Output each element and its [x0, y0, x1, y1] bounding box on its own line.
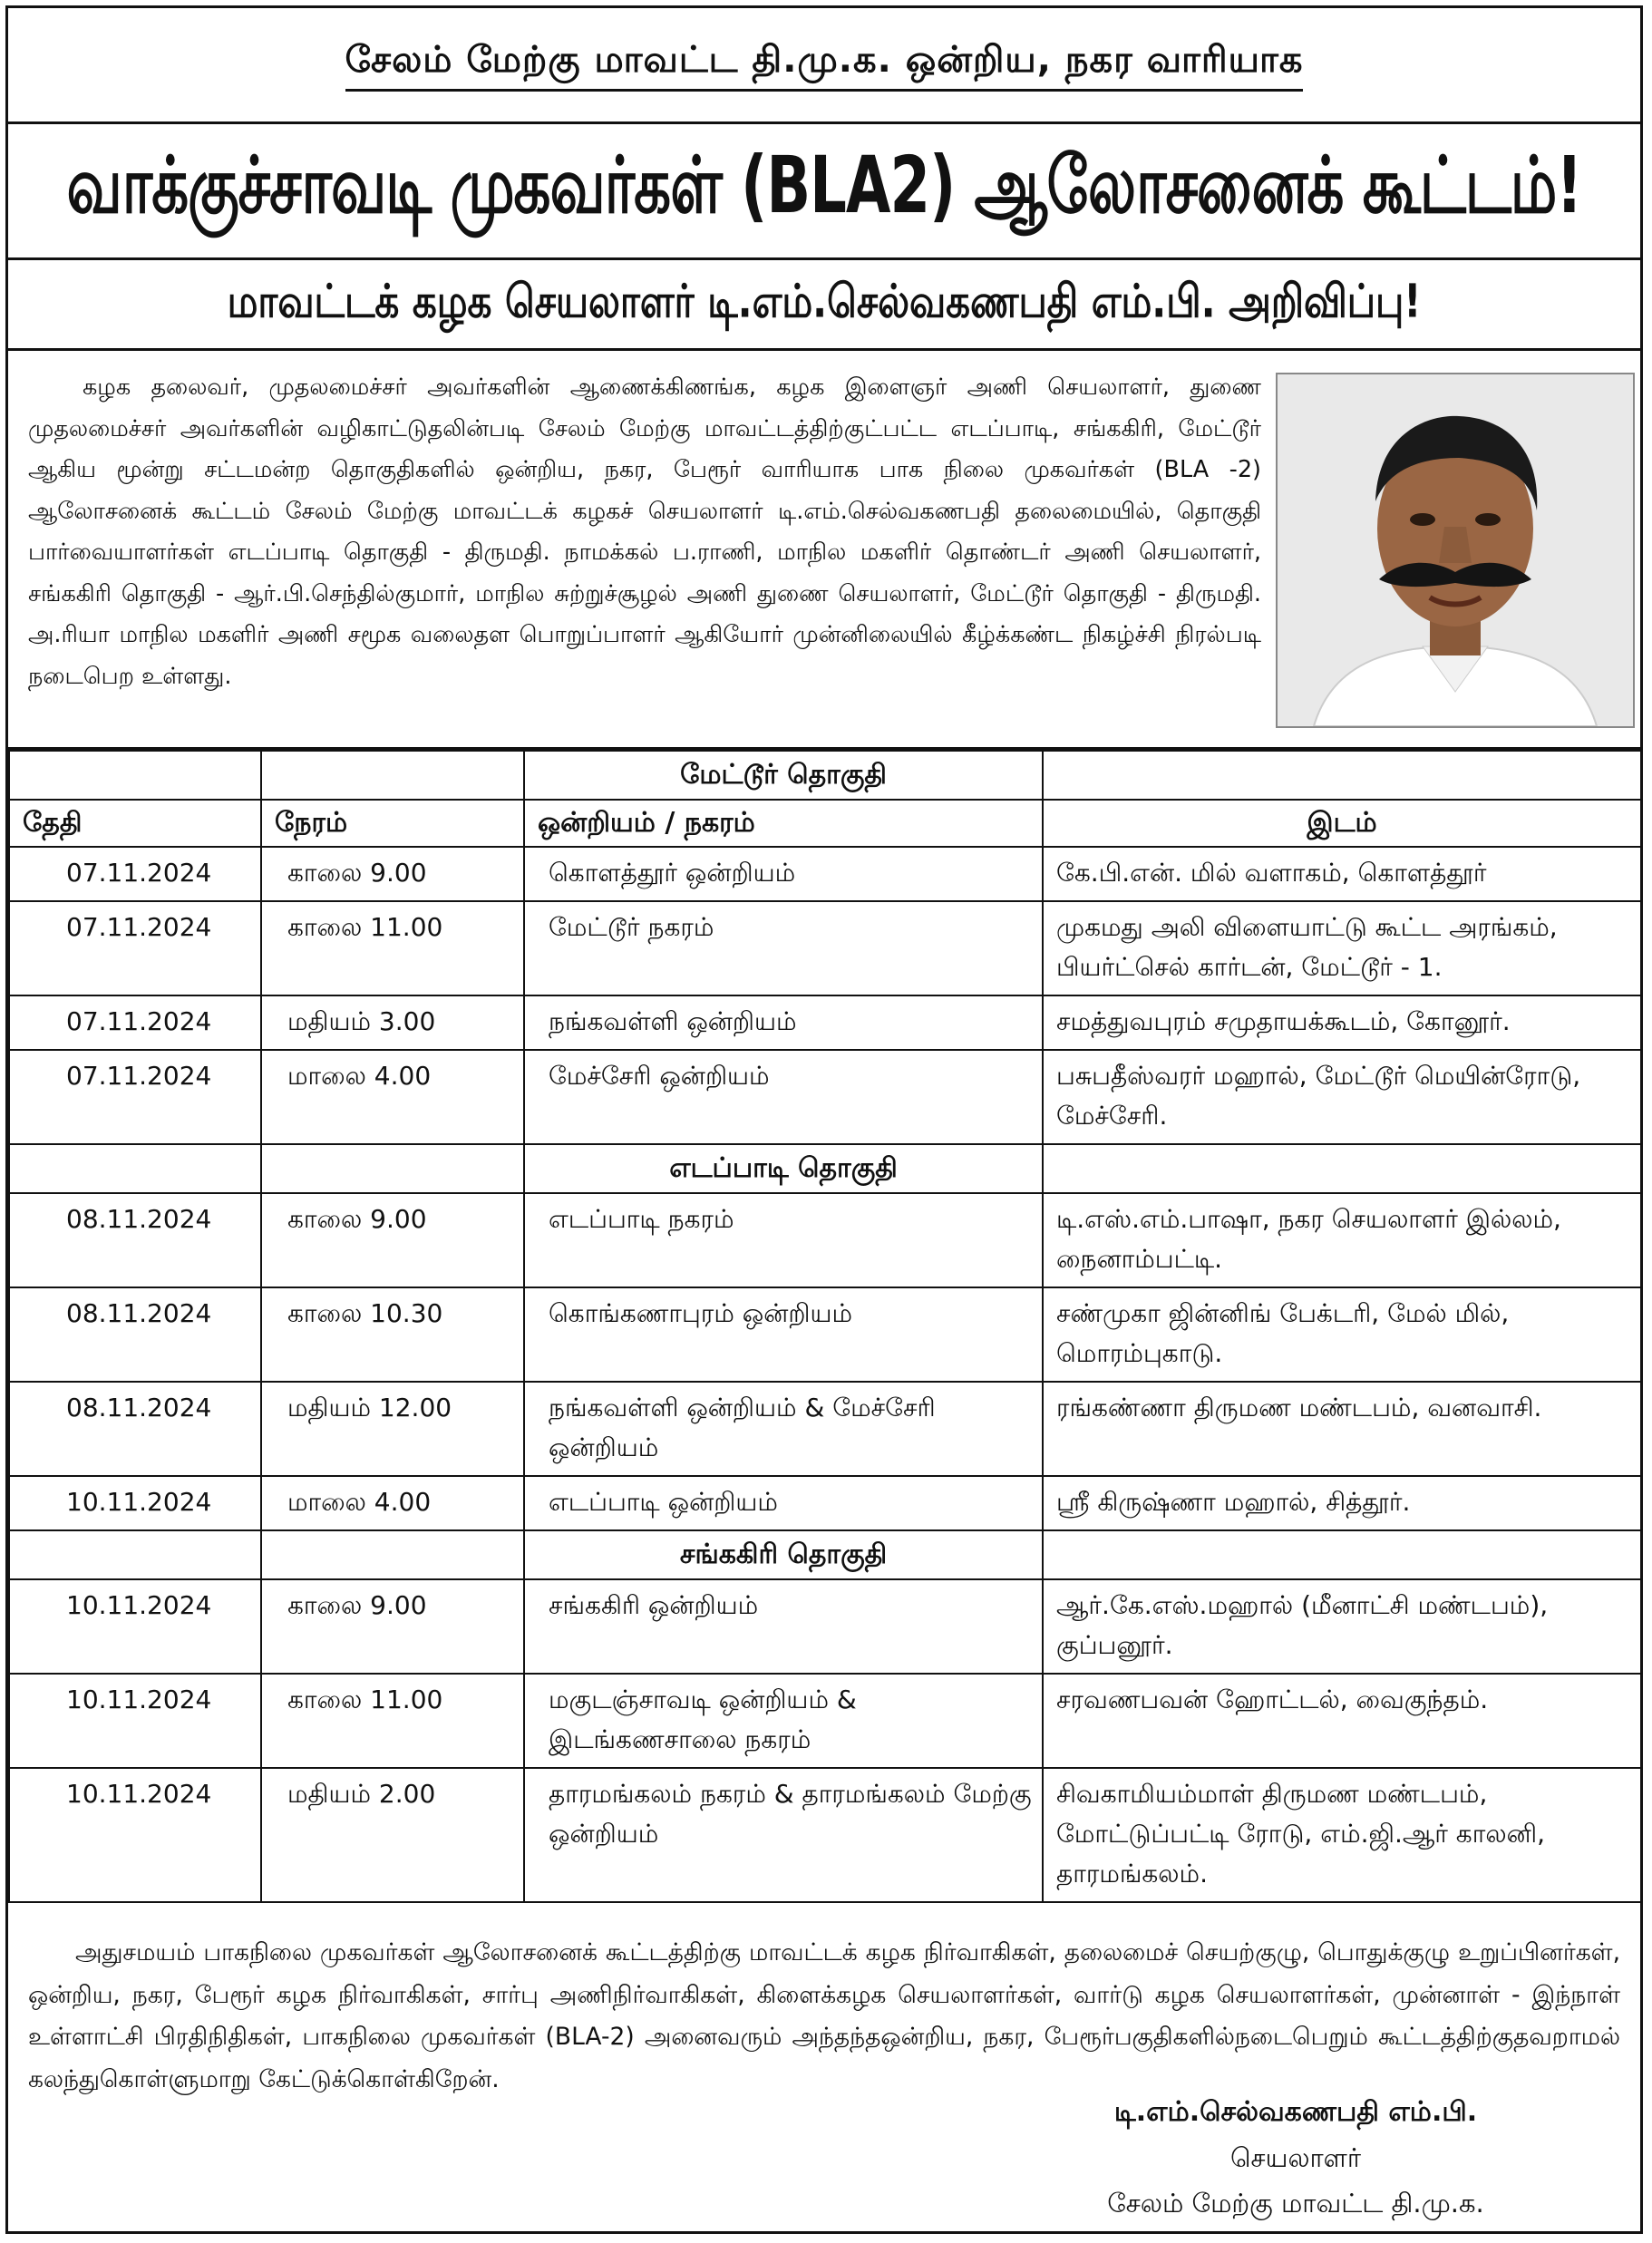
- row-union: எடப்பாடி ஒன்றியம்: [524, 1476, 1043, 1530]
- table-row: [9, 1193, 1641, 1287]
- row-date: 07.11.2024: [9, 1050, 261, 1144]
- row-place: பசுபதீஸ்வரர் மஹால், மேட்டூர் மெயின்ரோடு, மேச்சேரி.: [1043, 1050, 1641, 1144]
- row-place: சரவணபவன் ஹோட்டல், வைகுந்தம்.: [1043, 1674, 1641, 1768]
- row-time: காலை 11.00: [261, 1674, 524, 1768]
- signature-role: செயலாளர்: [1229, 2142, 1362, 2173]
- row-place: டி.எஸ்.எம்.பாஷா, நகர செயலாளர் இல்லம், நைனாம்பட்டி.: [1043, 1193, 1641, 1287]
- row-date: 10.11.2024: [9, 1579, 261, 1674]
- table-row: [9, 847, 1641, 901]
- section-row: [9, 751, 1641, 800]
- row-place: ரங்கண்ணா திருமண மண்டபம், வனவாசி.: [1043, 1382, 1641, 1476]
- main-title-text: வாக்குச்சாவடி முகவர்கள் (BLA2) ஆலோசனைக் கூட்டம்!: [66, 141, 1582, 232]
- portrait-illustration: [1278, 374, 1633, 726]
- main-title: [8, 124, 1640, 260]
- header-date: தேதி: [9, 800, 261, 847]
- row-union: தாரமங்கலம் நகரம் & தாரமங்கலம் மேற்கு ஒன்றியம்: [524, 1768, 1043, 1902]
- row-time: மாலை 4.00: [261, 1476, 524, 1530]
- row-union: மகுடஞ்சாவடி ஒன்றியம் & இடங்கணசாலை நகரம்: [524, 1674, 1043, 1768]
- row-place: கே.பி.என். மில் வளாகம், கொளத்தூர்: [1043, 847, 1641, 901]
- header-row: [9, 800, 1641, 847]
- table-row: [9, 1287, 1641, 1382]
- schedule-table: [8, 750, 1642, 1903]
- row-time: காலை 9.00: [261, 1579, 524, 1674]
- subtitle: [8, 260, 1640, 351]
- row-date: 10.11.2024: [9, 1476, 261, 1530]
- row-date: 07.11.2024: [9, 901, 261, 995]
- row-time: காலை 10.30: [261, 1287, 524, 1382]
- table-row: [9, 1050, 1641, 1144]
- secretary-photo: [1276, 373, 1635, 728]
- row-union: நங்கவள்ளி ஒன்றியம்: [524, 995, 1043, 1050]
- header-top-text: சேலம் மேற்கு மாவட்ட தி.மு.க. ஒன்றிய, நகர வாரியாக: [345, 39, 1304, 92]
- table-row: [9, 1382, 1641, 1476]
- table-row: [9, 995, 1641, 1050]
- row-time: காலை 11.00: [261, 901, 524, 995]
- row-date: 07.11.2024: [9, 847, 261, 901]
- row-place: சமத்துவபுரம் சமுதாயக்கூடம், கோனூர்.: [1043, 995, 1641, 1050]
- row-place: முகமது அலி விளையாட்டு கூட்ட அரங்கம், பியர்ட்செல் கார்டன், மேட்டூர் - 1.: [1043, 901, 1641, 995]
- row-place: ஆர்.கே.எஸ்.மஹால் (மீனாட்சி மண்டபம்), குப்பனூர்.: [1043, 1579, 1641, 1674]
- closing-section: [8, 1921, 1640, 2101]
- section-title-mettur: மேட்டூர் தொகுதி: [524, 751, 1043, 800]
- section-title-sankagiri: சங்ககிரி தொகுதி: [524, 1530, 1043, 1579]
- signature-name: டி.எம்.செல்வகணபதி எம்.பி.: [1113, 2096, 1478, 2128]
- intro-section: [8, 351, 1640, 750]
- table-row: [9, 1579, 1641, 1674]
- closing-paragraph: அதுசமயம் பாகநிலை முகவர்கள் ஆலோசனைக் கூட்டத்திற்கு மாவட்டக் கழக நிர்வாகிகள், தலைமைச் செயற்குழு, பொதுக்குழு உறுப்பினர்கள், ஒன்றிய, நகர, பேரூர் கழக நிர்வாகிகள், சார்பு அணிநிர்வாகிகள், கிளைக்கழக செயலாளர்கள், வார்டு கழக செயலாளர்கள், முன்னாள் - இந்நாள் உள்ளாட்சி பிரதிநிதிகள், பாகநிலை முகவர்கள் (BLA-2) அனைவரும் அந்தந்தஒன்றிய, நகர, பேரூர்பகுதிகளில்நடைபெறும் கூட்டத்திற்குதவறாமல் கலந்துகொள்ளுமாறு கேட்டுக்கொள்கிறேன்.: [28, 1938, 1620, 2093]
- row-date: 10.11.2024: [9, 1768, 261, 1902]
- row-union: சங்ககிரி ஒன்றியம்: [524, 1579, 1043, 1674]
- signature-org: சேலம் மேற்கு மாவட்ட தி.மு.க.: [1107, 2188, 1484, 2219]
- row-time: மாலை 4.00: [261, 1050, 524, 1144]
- subtitle-text: மாவட்டக் கழக செயலாளர் டி.எம்.செல்வகணபதி எம்.பி. அறிவிப்பு!: [227, 274, 1422, 328]
- row-union: கொளத்தூர் ஒன்றியம்: [524, 847, 1043, 901]
- row-union: மேட்டூர் நகரம்: [524, 901, 1043, 995]
- row-time: காலை 9.00: [261, 1193, 524, 1287]
- row-time: காலை 9.00: [261, 847, 524, 901]
- row-date: 08.11.2024: [9, 1287, 261, 1382]
- row-place: சிவகாமியம்மாள் திருமண மண்டபம், மோட்டுப்பட்டி ரோடு, எம்.ஜி.ஆர் காலனி, தாரமங்கலம்.: [1043, 1768, 1641, 1902]
- row-union: மேச்சேரி ஒன்றியம்: [524, 1050, 1043, 1144]
- intro-paragraph: கழக தலைவர், முதலமைச்சர் அவர்களின் ஆணைக்கிணங்க, கழக இளைஞர் அணி செயலாளர், துணை முதலமைச்சர் அவர்களின் வழிகாட்டுதலின்படி சேலம் மேற்கு மாவட்டத்திற்குட்பட்ட எடப்பாடி, சங்ககிரி, மேட்டூர் ஆகிய மூன்று சட்டமன்ற தொகுதிகளில் ஒன்றிய, நகர, பேரூர் வாரியாக பாக நிலை முகவர்கள் (BLA -2) ஆலோசனைக் கூட்டம் சேலம் மேற்கு மாவட்டக் கழகச் செயலாளர் டி.எம்.செல்வகணபதி தலைமையில், தொகுதி பார்வையாளர்கள் எடப்பாடி தொகுதி - திருமதி. நாமக்கல் ப.ராணி, மாநில மகளிர் தொண்டர் அணி செயலாளர், சங்ககிரி தொகுதி - ஆர்.பி.செந்தில்குமார், மாநில சுற்றுச்சூழல் அணி துணை செயலாளர், மேட்டூர் தொகுதி - திருமதி. அ.ரியா மாநில மகளிர் அணி சமூக வலைதள பொறுப்பாளர் ஆகியோர் முன்னிலையில் கீழ்க்கண்ட நிகழ்ச்சி நிரல்படி நடைபெற உள்ளது.: [28, 374, 1261, 690]
- table-row: [9, 901, 1641, 995]
- row-union: நங்கவள்ளி ஒன்றியம் & மேச்சேரி ஒன்றியம்: [524, 1382, 1043, 1476]
- header-place: இடம்: [1043, 800, 1641, 847]
- section-row: [9, 1530, 1641, 1579]
- table-row: [9, 1768, 1641, 1902]
- row-place: சண்முகா ஜின்னிங் பேக்டரி, மேல் மில், மொரம்புகாடு.: [1043, 1287, 1641, 1382]
- signature-block: [1042, 2090, 1550, 2226]
- table-row: [9, 1674, 1641, 1768]
- row-date: 10.11.2024: [9, 1674, 261, 1768]
- row-date: 07.11.2024: [9, 995, 261, 1050]
- row-time: மதியம் 3.00: [261, 995, 524, 1050]
- section-title-edappadi: எடப்பாடி தொகுதி: [524, 1144, 1043, 1193]
- notice-page: [5, 5, 1643, 2234]
- table-row: [9, 1476, 1641, 1530]
- row-time: மதியம் 12.00: [261, 1382, 524, 1476]
- row-date: 08.11.2024: [9, 1193, 261, 1287]
- section-row: [9, 1144, 1641, 1193]
- row-union: கொங்கணாபுரம் ஒன்றியம்: [524, 1287, 1043, 1382]
- row-union: எடப்பாடி நகரம்: [524, 1193, 1043, 1287]
- row-place: ஸ்ரீ கிருஷ்ணா மஹால், சித்தூர்.: [1043, 1476, 1641, 1530]
- header-top-line: [8, 8, 1640, 124]
- header-union: ஒன்றியம் / நகரம்: [524, 800, 1043, 847]
- row-date: 08.11.2024: [9, 1382, 261, 1476]
- row-time: மதியம் 2.00: [261, 1768, 524, 1902]
- header-time: நேரம்: [261, 800, 524, 847]
